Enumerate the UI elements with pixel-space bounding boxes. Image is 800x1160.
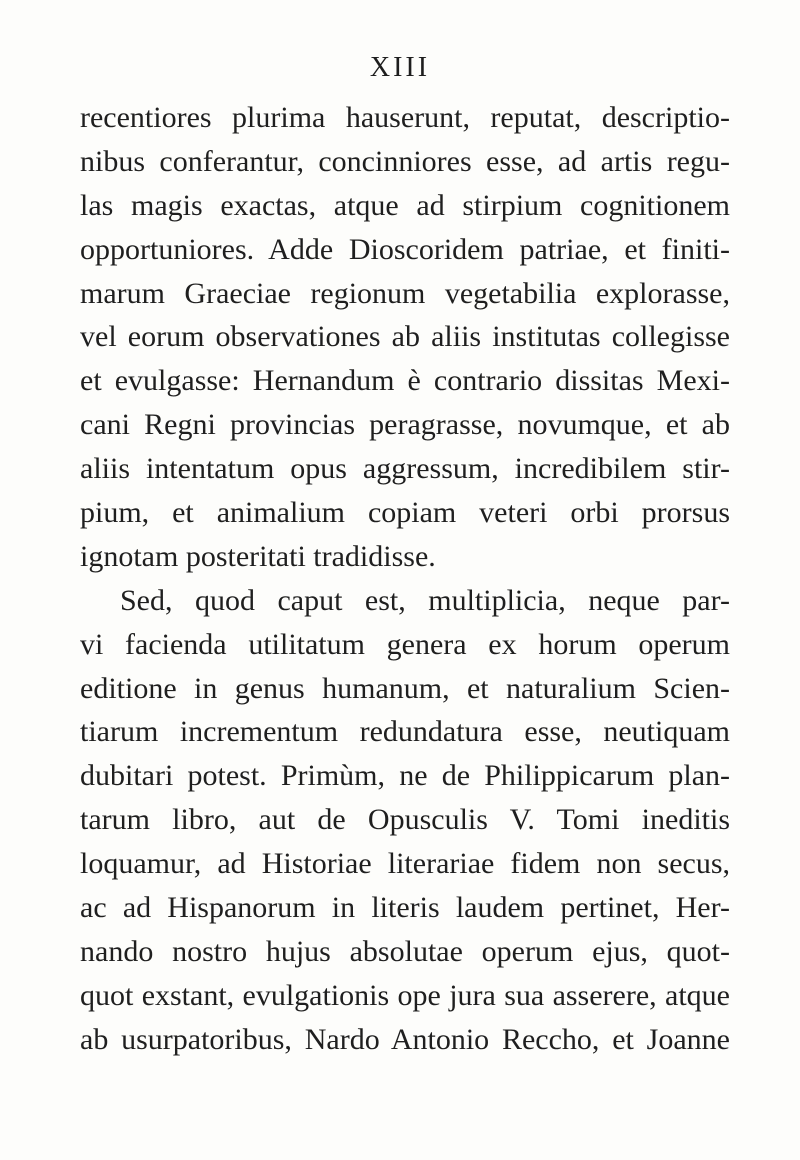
text-line: vel eorum observationes ab aliis institutas collegisse [80, 320, 730, 354]
body-text [80, 96, 730, 1062]
page-number: XIII [369, 52, 431, 83]
text-line: recentiores plurima hauserunt, reputat, descriptio- [80, 101, 730, 134]
text-line: ac ad Hispanorum in literis laudem pertinet, Her- [80, 891, 730, 925]
text-line: pium, et animalium copiam veteri orbi prorsus [80, 496, 730, 530]
text-line: nibus conferantur, concinniores esse, ad artis regu- [80, 144, 730, 178]
text-line: dubitari potest. Primùm, ne de Philippicarum plan- [80, 759, 730, 793]
text-line: quot exstant, evulgationis ope jura sua asserere, atque [80, 978, 730, 1012]
text-line: aliis intentatum opus aggressum, incredibilem stir- [80, 452, 730, 486]
text-line: vi facienda utilitatum genera ex horum operum [80, 627, 730, 661]
text-line: las magis exactas, atque ad stirpium cognitionem [80, 188, 730, 222]
text-line: tiarum incrementum redundatura esse, neutiquam [80, 715, 730, 749]
text-line: opportuniores. Adde Dioscoridem patriae, et finiti- [80, 232, 730, 266]
text-line: editione in genus humanum, et naturalium Scien- [80, 671, 730, 705]
paragraph-end-line: ignotam posteritati tradidisse. [80, 539, 436, 573]
text-line: loquamur, ad Historiae literariae fidem non secus, [80, 847, 730, 881]
text-line: cani Regni provincias peragrasse, novumque, et ab [80, 408, 730, 442]
paragraph-start-line: Sed, quod caput est, multiplicia, neque par- [120, 583, 730, 617]
text-line: nando nostro hujus absolutae operum ejus, quot- [80, 934, 730, 968]
text-line: et evulgasse: Hernandum è contrario dissitas Mexi- [80, 364, 730, 398]
text-line: tarum libro, aut de Opusculis V. Tomi ineditis [80, 803, 730, 837]
text-line: marum Graeciae regionum vegetabilia explorasse, [80, 276, 730, 310]
catchword-line: ab usurpatoribus, Nardo Antonio Reccho, et Joanne [80, 1022, 730, 1056]
